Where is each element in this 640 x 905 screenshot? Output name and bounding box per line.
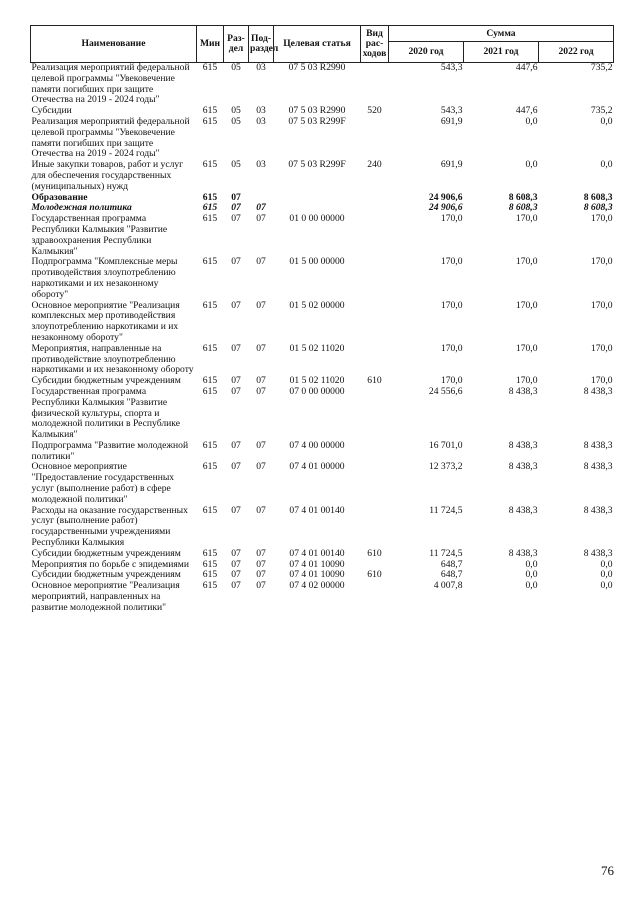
row-min: 615 <box>202 504 218 516</box>
row-sum-2021: 170,0 <box>515 299 538 311</box>
row-sum-2021: 8 438,3 <box>508 385 538 397</box>
table-row <box>31 581 614 613</box>
header-vid: Вид рас-ходов <box>361 26 389 63</box>
row-name: Расходы на оказание государственных услуг (выполнение работ) государственными учреждениями Республики Калмыкия <box>31 504 188 549</box>
row-statya: 01 0 00 00000 <box>289 213 345 225</box>
header-statya: Целевая статья <box>274 26 361 63</box>
row-vid <box>361 193 389 204</box>
row-name: Мероприятия, направленные на противодействие злоупотреблению наркотиками и их незаконному обороту <box>31 342 194 376</box>
row-name: Субсидии бюджетным учреждениям <box>31 569 181 581</box>
table-row <box>31 301 614 344</box>
row-razdel: 07 <box>231 580 241 592</box>
row-podrazdel: 07 <box>256 299 266 311</box>
row-sum-2021: 0,0 <box>525 569 538 581</box>
row-statya: 07 5 03 R2990 <box>288 105 346 117</box>
row-podrazdel: 07 <box>256 375 266 387</box>
row-min: 615 <box>202 256 218 268</box>
row-statya: 07 4 01 10090 <box>289 569 345 581</box>
header-year-2022: 2022 год <box>539 42 614 63</box>
row-sum-2020: 16 701,0 <box>428 439 463 451</box>
row-sum-2022: 170,0 <box>590 213 613 225</box>
header-year-2020: 2020 год <box>389 42 464 63</box>
row-name: Молодежная политика <box>31 202 132 214</box>
row-razdel: 07 <box>231 385 241 397</box>
row-name: Иные закупки товаров, работ и услуг для обеспечения государственных (муниципальных) нужд <box>31 159 184 192</box>
row-vid <box>361 441 389 463</box>
row-razdel: 05 <box>231 105 241 117</box>
row-vid <box>361 581 389 613</box>
row-sum-2022: 735,2 <box>590 62 613 73</box>
row-statya: 07 4 00 00000 <box>289 439 345 451</box>
row-razdel: 07 <box>231 342 241 354</box>
row-min: 615 <box>202 202 218 214</box>
row-vid <box>361 344 389 376</box>
row-statya: 01 5 02 11020 <box>289 375 345 387</box>
row-name: Государственная программа Республики Калмыкия "Развитие здравоохранения Республики Калмыкия" <box>31 213 168 257</box>
row-podrazdel: 07 <box>256 385 266 397</box>
row-podrazdel: 07 <box>256 504 266 516</box>
table-row <box>31 441 614 463</box>
row-vid <box>361 63 389 107</box>
row-name: Субсидии <box>31 105 72 117</box>
row-razdel: 07 <box>231 569 241 581</box>
row-statya: 07 4 01 00000 <box>289 461 345 473</box>
row-razdel: 07 <box>231 202 241 214</box>
row-podrazdel: 07 <box>256 547 266 559</box>
row-sum-2021: 447,6 <box>515 62 538 73</box>
row-sum-2020: 24 556,6 <box>428 385 463 397</box>
row-sum-2020: 648,7 <box>440 569 463 581</box>
header-summa: Сумма <box>389 26 614 42</box>
row-min: 615 <box>202 461 218 473</box>
budget-table <box>30 25 614 614</box>
row-sum-2022: 735,2 <box>590 105 613 117</box>
row-sum-2021: 8 438,3 <box>508 547 538 559</box>
row-vid: 240 <box>367 159 382 171</box>
row-name: Основное мероприятие "Реализация комплексных мер противодействия злоупотреблению наркотиками и их незаконному обороту" <box>31 299 180 343</box>
row-sum-2021: 170,0 <box>515 375 538 387</box>
row-name: Субсидии бюджетным учреждениям <box>31 547 181 559</box>
row-sum-2020: 170,0 <box>440 213 463 225</box>
row-razdel: 07 <box>231 461 241 473</box>
row-min: 615 <box>202 375 218 387</box>
row-sum-2020: 691,9 <box>440 159 463 171</box>
row-sum-2020: 12 373,2 <box>428 461 463 473</box>
header-year-2021: 2021 год <box>464 42 539 63</box>
header-min: Мин <box>197 26 224 63</box>
row-statya: 07 4 01 10090 <box>289 558 345 570</box>
row-name: Подпрограмма "Комплексные меры противодействия злоупотреблению наркотиками и их незаконному обороту" <box>31 256 178 300</box>
row-vid <box>361 301 389 344</box>
row-min: 615 <box>202 385 218 397</box>
row-sum-2022: 170,0 <box>590 256 613 268</box>
row-sum-2020: 170,0 <box>440 256 463 268</box>
row-vid <box>361 117 389 160</box>
row-razdel: 07 <box>231 547 241 559</box>
row-min: 615 <box>202 115 218 127</box>
row-sum-2022: 0,0 <box>600 569 613 581</box>
row-sum-2021: 8 608,3 <box>508 202 538 214</box>
header-razdel: Раз-дел <box>224 26 249 63</box>
row-podrazdel: 07 <box>256 580 266 592</box>
row-name: Субсидии бюджетным учреждениям <box>31 375 181 387</box>
row-podrazdel: 07 <box>256 558 266 570</box>
row-razdel: 05 <box>231 62 241 73</box>
row-sum-2020: 543,3 <box>440 105 463 117</box>
row-podrazdel: 07 <box>256 256 266 268</box>
row-vid <box>361 462 389 505</box>
row-podrazdel: 07 <box>256 569 266 581</box>
row-podrazdel: 07 <box>256 342 266 354</box>
row-razdel: 07 <box>231 299 241 311</box>
table-row <box>31 117 614 160</box>
row-sum-2022: 170,0 <box>590 299 613 311</box>
row-sum-2020: 170,0 <box>440 375 463 387</box>
row-sum-2021: 447,6 <box>515 105 538 117</box>
row-sum-2022: 8 438,3 <box>583 385 613 397</box>
row-min: 615 <box>202 342 218 354</box>
row-min: 615 <box>202 547 218 559</box>
row-statya: 07 5 03 R2990 <box>288 62 346 73</box>
row-podrazdel: 07 <box>256 439 266 451</box>
row-statya: 07 5 03 R299F <box>288 159 346 171</box>
table-row <box>31 214 614 257</box>
row-razdel: 07 <box>231 256 241 268</box>
row-razdel: 07 <box>231 439 241 451</box>
row-min: 615 <box>202 159 218 171</box>
row-name: Подпрограмма "Развитие молодежной политики" <box>31 439 189 462</box>
row-razdel: 07 <box>231 191 241 203</box>
row-statya: 07 4 01 00140 <box>289 504 345 516</box>
table-row <box>31 160 614 192</box>
row-min: 615 <box>202 439 218 451</box>
row-sum-2020: 691,9 <box>440 115 463 127</box>
row-sum-2022: 8 438,3 <box>583 439 613 451</box>
row-podrazdel: 03 <box>256 62 266 73</box>
row-statya: 07 4 01 00140 <box>289 547 345 559</box>
header-podrazdel: Под-раздел <box>249 26 274 63</box>
row-sum-2021: 8 438,3 <box>508 439 538 451</box>
table-row <box>31 506 614 549</box>
document-page <box>30 25 620 614</box>
row-sum-2022: 170,0 <box>590 375 613 387</box>
row-statya: 01 5 02 00000 <box>289 299 345 311</box>
row-razdel: 07 <box>231 558 241 570</box>
row-sum-2022: 8 438,3 <box>583 461 613 473</box>
row-statya: 07 4 02 00000 <box>289 580 345 592</box>
row-vid <box>361 506 389 549</box>
row-min: 615 <box>202 191 218 203</box>
row-name: Образование <box>31 191 88 203</box>
row-statya: 01 5 00 00000 <box>289 256 345 268</box>
row-name: Реализация мероприятий федеральной целевой программы "Увековечение памяти погибших при защите Отечества на 2019 - 2024 годы" <box>31 115 190 160</box>
row-min: 615 <box>202 580 218 592</box>
row-podrazdel: 03 <box>256 159 266 171</box>
page-number: 76 <box>601 863 614 878</box>
row-sum-2021: 0,0 <box>525 558 538 570</box>
row-sum-2021: 0,0 <box>525 580 538 592</box>
row-min: 615 <box>202 105 218 117</box>
row-statya: 01 5 02 11020 <box>289 342 345 354</box>
row-name: Мероприятия по борьбе с эпидемиями <box>31 558 189 570</box>
row-sum-2022: 8 608,3 <box>583 191 613 203</box>
row-vid: 520 <box>367 105 382 117</box>
row-sum-2020: 4 007,8 <box>433 580 463 592</box>
row-razdel: 07 <box>231 375 241 387</box>
row-sum-2022: 0,0 <box>600 115 613 127</box>
row-sum-2020: 543,3 <box>440 62 463 73</box>
table-row <box>31 344 614 376</box>
table-row <box>31 462 614 505</box>
row-razdel: 05 <box>231 115 241 127</box>
row-sum-2020: 11 724,5 <box>429 504 463 516</box>
row-min: 615 <box>202 62 218 73</box>
row-name: Реализация мероприятий федеральной целевой программы "Увековечение памяти погибших при защите Отечества на 2019 - 2024 годы" <box>31 62 190 106</box>
row-podrazdel: 07 <box>256 202 266 214</box>
row-podrazdel: 07 <box>256 461 266 473</box>
table-row <box>31 387 614 441</box>
row-sum-2021: 170,0 <box>515 256 538 268</box>
row-sum-2022: 8 438,3 <box>583 504 613 516</box>
row-sum-2020: 170,0 <box>440 342 463 354</box>
row-sum-2022: 8 438,3 <box>583 547 613 559</box>
row-sum-2021: 0,0 <box>525 159 538 171</box>
row-sum-2020: 170,0 <box>440 299 463 311</box>
row-vid <box>361 387 389 441</box>
row-podrazdel: 03 <box>256 105 266 117</box>
table-row <box>31 257 614 300</box>
row-sum-2022: 0,0 <box>600 558 613 570</box>
row-sum-2022: 170,0 <box>590 342 613 354</box>
row-vid: 610 <box>367 375 382 387</box>
header-name: Наименование <box>31 26 197 63</box>
row-sum-2020: 24 906,6 <box>428 202 463 214</box>
row-sum-2020: 11 724,5 <box>429 547 463 559</box>
row-vid <box>361 203 389 214</box>
row-razdel: 07 <box>231 504 241 516</box>
row-sum-2021: 8 438,3 <box>508 504 538 516</box>
row-sum-2021: 0,0 <box>525 115 538 127</box>
row-vid <box>361 257 389 300</box>
row-vid <box>361 214 389 257</box>
row-name: Государственная программа Республики Калмыкия "Развитие физической культуры, спорта и молодежной политики в Республике Калмыкия" <box>31 385 180 441</box>
table-body <box>31 63 614 614</box>
row-sum-2022: 8 608,3 <box>583 202 613 214</box>
row-sum-2021: 170,0 <box>515 342 538 354</box>
row-sum-2021: 8 438,3 <box>508 461 538 473</box>
row-razdel: 05 <box>231 159 241 171</box>
row-razdel: 07 <box>231 213 241 225</box>
row-podrazdel: 07 <box>256 213 266 225</box>
row-sum-2020: 24 906,6 <box>428 191 463 203</box>
row-min: 615 <box>202 299 218 311</box>
row-sum-2022: 0,0 <box>600 159 613 171</box>
row-vid: 610 <box>367 547 382 559</box>
row-vid: 610 <box>367 569 382 581</box>
row-statya: 07 0 00 00000 <box>289 385 345 397</box>
row-min: 615 <box>202 558 218 570</box>
row-sum-2021: 170,0 <box>515 213 538 225</box>
row-min: 615 <box>202 569 218 581</box>
row-sum-2020: 648,7 <box>440 558 463 570</box>
row-name: Основное мероприятие "Предоставление государственных услуг (выполнение работ) в сфере молодежной политики" <box>31 461 175 505</box>
row-podrazdel: 03 <box>256 115 266 127</box>
row-name: Основное мероприятие "Реализация мероприятий, направленных на развитие молодежной политики" <box>31 580 180 613</box>
table-row <box>31 63 614 107</box>
row-statya: 07 5 03 R299F <box>288 115 346 127</box>
row-min: 615 <box>202 213 218 225</box>
row-sum-2021: 8 608,3 <box>508 191 538 203</box>
row-sum-2022: 0,0 <box>600 580 613 592</box>
row-statya <box>274 193 361 204</box>
